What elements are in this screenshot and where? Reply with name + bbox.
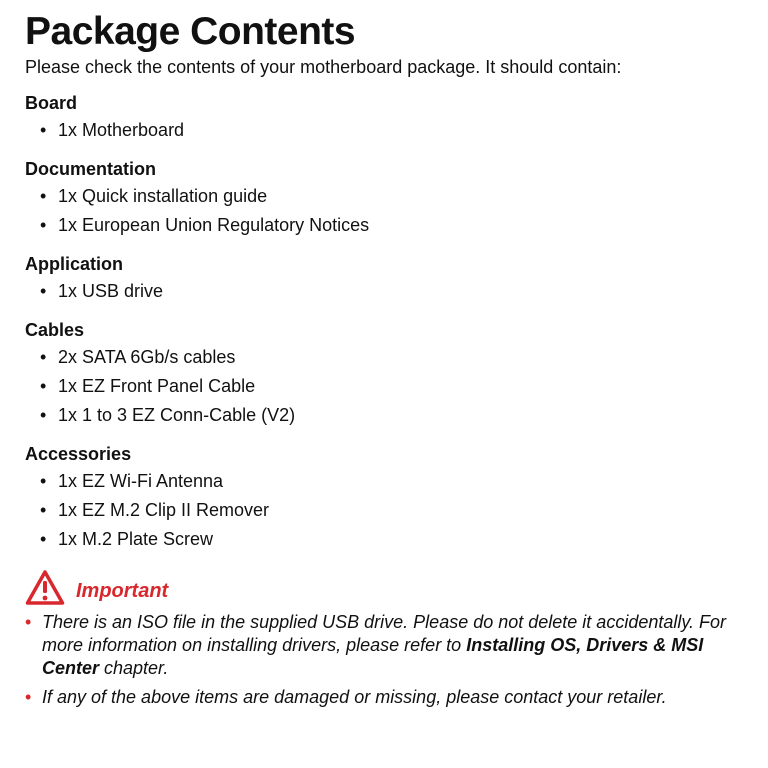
bullet-icon: • — [40, 376, 47, 396]
section-application — [25, 253, 745, 306]
item-list — [25, 182, 745, 240]
notice-emphasis: Installing OS, Drivers & MSI Center — [42, 635, 704, 678]
section-heading: Board — [25, 93, 78, 113]
warning-triangle-icon — [25, 569, 65, 607]
list-item-label: 1x USB drive — [58, 281, 164, 301]
section-heading: Application — [25, 254, 123, 274]
item-list — [25, 343, 745, 430]
bullet-icon: • — [40, 529, 47, 549]
list-item-label: 1x EZ M.2 Clip II Remover — [58, 500, 270, 520]
list-item — [25, 277, 745, 306]
notice-text: If any of the above items are damaged or missing, please contact your retailer. — [42, 687, 667, 707]
bullet-icon: • — [40, 281, 47, 301]
list-item-label: 1x EZ Front Panel Cable — [58, 376, 256, 396]
package-contents-page — [25, 8, 745, 715]
item-list — [25, 116, 745, 145]
section-board — [25, 92, 745, 145]
list-item-label: 1x 1 to 3 EZ Conn-Cable (V2) — [58, 405, 296, 425]
list-item — [25, 401, 745, 430]
notice-text: There is an ISO file in the supplied USB drive. Please do not delete it accidentally. For more information on installing drivers, please refer to — [42, 612, 727, 655]
section-accessories — [25, 443, 745, 554]
section-heading: Documentation — [25, 159, 157, 179]
list-item-label: 2x SATA 6Gb/s cables — [58, 347, 236, 367]
list-item — [25, 467, 745, 496]
bullet-icon: • — [40, 347, 47, 367]
list-item — [25, 496, 745, 525]
section-cables — [25, 319, 745, 430]
bullet-icon: • — [40, 215, 47, 235]
important-notice — [25, 567, 745, 709]
bullet-icon: • — [40, 186, 47, 206]
list-item — [25, 372, 745, 401]
bullet-icon: • — [40, 471, 47, 491]
page-title: Package Contents — [25, 10, 356, 53]
important-title: Important — [76, 579, 169, 602]
list-item-label: 1x Quick installation guide — [58, 186, 268, 206]
important-header — [25, 567, 745, 609]
bullet-icon: • — [40, 500, 47, 520]
section-heading: Accessories — [25, 444, 132, 464]
list-item-label: 1x European Union Regulatory Notices — [58, 215, 370, 235]
notice-item — [25, 611, 745, 680]
bullet-icon: • — [25, 687, 32, 707]
list-item-label: 1x Motherboard — [58, 120, 185, 140]
bullet-icon: • — [25, 612, 32, 632]
notice-item — [25, 686, 745, 709]
list-item — [25, 343, 745, 372]
section-documentation — [25, 158, 745, 240]
list-item — [25, 525, 745, 554]
item-list — [25, 277, 745, 306]
bullet-icon: • — [40, 405, 47, 425]
list-item-label: 1x EZ Wi-Fi Antenna — [58, 471, 224, 491]
bullet-icon: • — [40, 120, 47, 140]
intro-text: Please check the contents of your motherboard package. It should contain: — [25, 57, 622, 77]
list-item — [25, 116, 745, 145]
list-item-label: 1x M.2 Plate Screw — [58, 529, 214, 549]
list-item — [25, 211, 745, 240]
list-item — [25, 182, 745, 211]
notice-list — [25, 611, 745, 709]
notice-text-end: chapter. — [99, 658, 169, 678]
item-list — [25, 467, 745, 554]
section-heading: Cables — [25, 320, 85, 340]
